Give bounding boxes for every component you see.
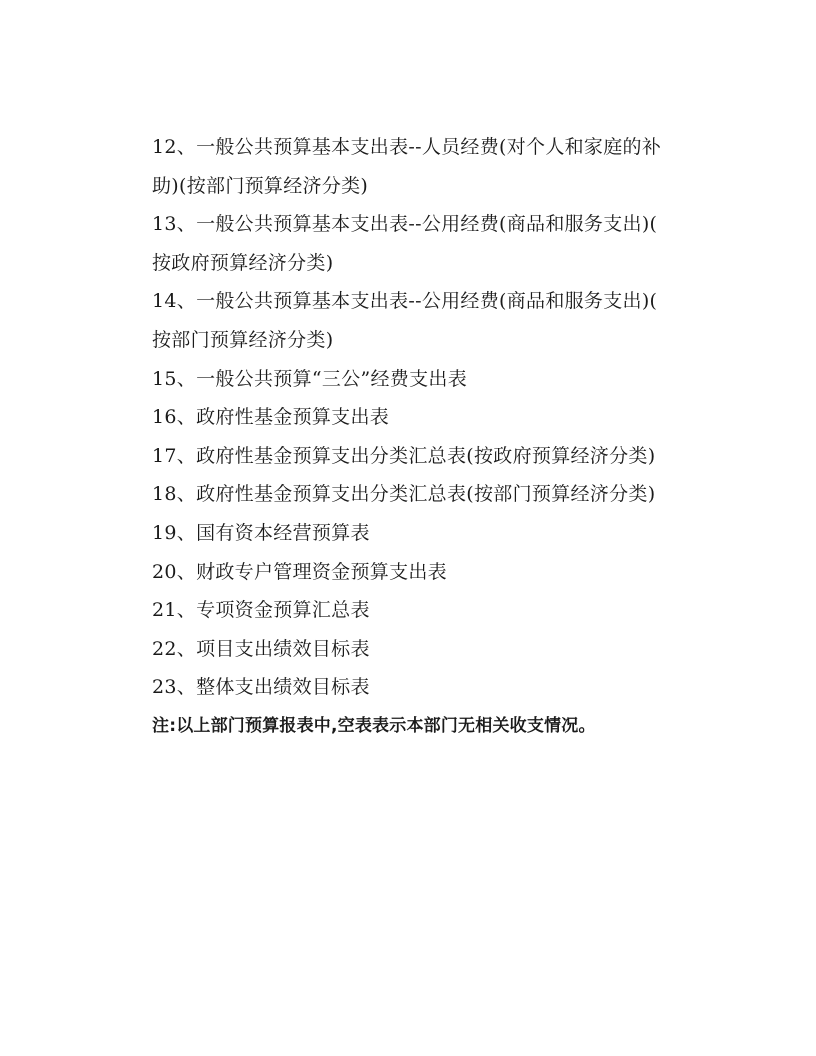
list-item-line: 14、一般公共预算基本支出表--公用经费(商品和服务支出)(	[152, 290, 658, 313]
list-item-23	[152, 668, 732, 707]
list-item-18	[152, 475, 732, 514]
list-item-line: 12、一般公共预算基本支出表--人员经费(对个人和家庭的补	[152, 136, 662, 158]
list-item-line: 23、整体支出绩效目标表	[152, 676, 370, 699]
list-item-15	[152, 360, 732, 399]
list-item-16	[152, 398, 732, 437]
footnote: 注:以上部门预算报表中,空表表示本部门无相关收支情况。	[152, 715, 596, 736]
list-item-19	[152, 514, 732, 553]
list-item-line: 15、一般公共预算“三公”经费支出表	[152, 367, 468, 390]
list-item-20	[152, 553, 732, 592]
list-item-line: 13、一般公共预算基本支出表--公用经费(商品和服务支出)(	[152, 213, 658, 236]
list-item-line: 21、专项资金预算汇总表	[152, 599, 370, 622]
list-item-line: 16、政府性基金预算支出表	[152, 406, 390, 429]
list-item-line: 按部门预算经济分类)	[152, 328, 334, 351]
list-item-line: 助)(按部门预算经济分类)	[152, 174, 369, 197]
list-item-line: 20、财政专户管理资金预算支出表	[152, 560, 447, 583]
list-item-13	[152, 205, 732, 282]
table-of-contents	[152, 128, 732, 760]
list-item-line: 按政府预算经济分类)	[152, 251, 334, 274]
list-item-21	[152, 591, 732, 630]
list-item-17	[152, 437, 732, 476]
list-item-22	[152, 630, 732, 669]
list-item-line: 19、国有资本经营预算表	[152, 521, 370, 544]
list-item-14	[152, 282, 732, 359]
list-item-line: 22、项目支出绩效目标表	[152, 637, 370, 660]
list-item-12	[152, 128, 732, 205]
list-item-line: 18、政府性基金预算支出分类汇总表(按部门预算经济分类)	[152, 483, 656, 506]
list-item-line: 17、政府性基金预算支出分类汇总表(按政府预算经济分类)	[152, 444, 656, 467]
